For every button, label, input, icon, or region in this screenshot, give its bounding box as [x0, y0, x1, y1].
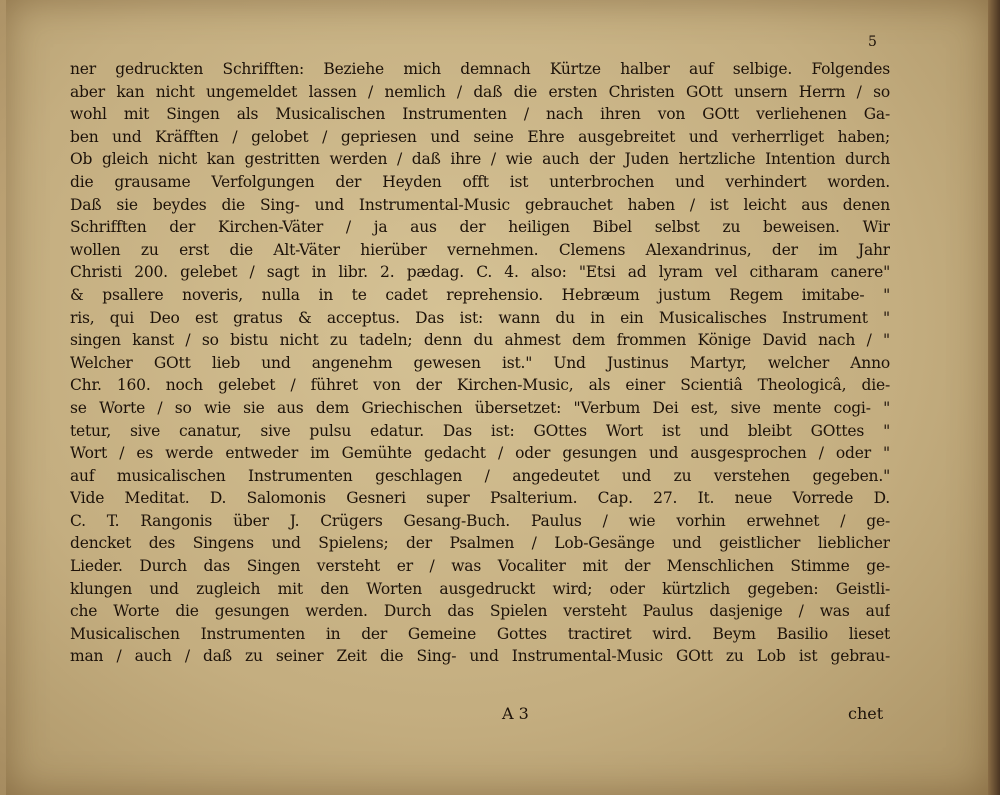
text-line: & psallere noveris, nulla in te cadet reprehensio. Hebræum justum Regem imitabe- " — [70, 285, 890, 304]
text-line: Ob gleich nicht kan gestritten werden / daß ihre / wie auch der Juden hertzliche Intention durch — [70, 150, 890, 169]
text-line: tetur, sive canatur, sive pulsu edatur. Das ist: GOttes Wort ist und bleibt GOttes " — [70, 421, 890, 440]
text-line: wohl mit Singen als Musicalischen Instrumenten / nach ihren von GOtt verliehenen Ga- — [70, 105, 890, 124]
text-line: wollen zu erst die Alt-Väter hierüber vernehmen. Clemens Alexandrinus, der im Jahr — [70, 240, 890, 259]
text-line: Daß sie beydes die Sing- und Instrumental-Music gebrauchet haben / ist leicht aus denen — [70, 195, 890, 214]
text-line: aber kan nicht ungemeldet lassen / nemlich / daß die ersten Christen GOtt unsern Herrn / so — [70, 82, 890, 101]
text-line: man / auch / daß zu seiner Zeit die Sing- und Instrumental-Music GOtt zu Lob ist gebrau- — [70, 647, 890, 666]
text-line: singen kanst / so bistu nicht zu tadeln; denn du ahmest dem frommen Könige David nach / " — [70, 331, 890, 350]
text-line: Lieder. Durch das Singen versteht er / was Vocaliter mit der Menschlichen Stimme ge- — [70, 557, 890, 576]
text-line: Welcher GOtt lieb und angenehm gewesen ist." Und Justinus Martyr, welcher Anno — [70, 353, 890, 372]
text-line: ris, qui Deo est gratus & acceptus. Das ist: wann du in ein Musicalisches Instrument " — [70, 308, 890, 327]
catchword: chet — [848, 704, 884, 723]
text-line: Schrifften der Kirchen-Väter / ja aus der heiligen Bibel selbst zu beweisen. Wir — [70, 218, 890, 237]
text-line: Chr. 160. noch gelebet / führet von der Kirchen-Music, als einer Scientiâ Theologicâ, die- — [70, 376, 890, 395]
text-line: se Worte / so wie sie aus dem Griechischen übersetzet: "Verbum Dei est, sive mente cogi- " — [70, 398, 890, 417]
text-line: Musicalischen Instrumenten in der Gemeine Gottes tractiret wird. Beym Basilio lieset — [70, 624, 890, 643]
text-line: Christi 200. gelebet / sagt in libr. 2. pædag. C. 4. also: "Etsi ad lyram vel citharam canere" — [70, 263, 890, 282]
text-line: ner gedruckten Schrifften: Beziehe mich demnach Kürtze halber auf selbige. Folgendes — [70, 60, 890, 78]
book-edge — [988, 0, 1000, 795]
text-line: klungen und zugleich mit den Worten ausgedruckt wird; oder kürtzlich gegeben: Geistli- — [70, 579, 890, 598]
text-line: che Worte die gesungen werden. Durch das Spielen versteht Paulus dasjenige / was auf — [70, 602, 890, 621]
text-line: ben und Kräfften / gelobet / gepriesen und seine Ehre ausgebreitet und verherrliget haben; — [70, 127, 890, 146]
text-line: dencket des Singens und Spielens; der Psalmen / Lob-Gesänge und geistlicher lieblicher — [70, 534, 890, 553]
text-line: Vide Meditat. D. Salomonis Gesneri super Psalterium. Cap. 27. It. neue Vorrede D. — [70, 489, 890, 508]
signature-mark: A 3 — [502, 704, 529, 723]
page-number: 5 — [868, 34, 877, 50]
text-line: Wort / es werde entweder im Gemühte gedacht / oder gesungen und ausgesprochen / oder " — [70, 444, 890, 463]
text-line: die grausame Verfolgungen der Heyden offt ist unterbrochen und verhindert worden. — [70, 172, 890, 191]
paper-sheet — [6, 0, 990, 795]
text-line: C. T. Rangonis über J. Crügers Gesang-Buch. Paulus / wie vorhin erwehnet / ge- — [70, 511, 890, 530]
body-text — [70, 58, 890, 668]
text-line: auf musicalischen Instrumenten geschlagen / angedeutet und zu verstehen gegeben." — [70, 466, 890, 485]
